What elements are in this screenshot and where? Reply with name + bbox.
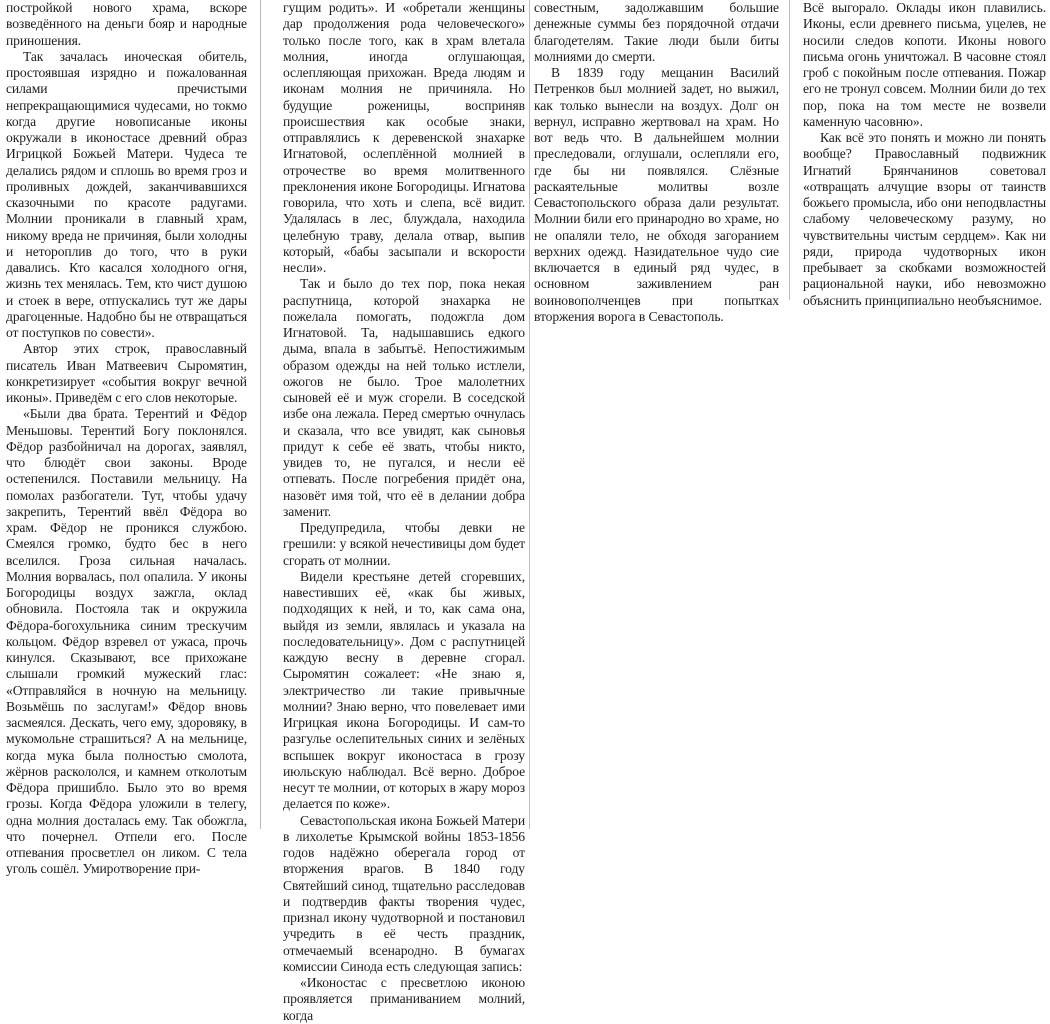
article-paragraph: «Были два брата. Терентий и Фёдор Меньшовы. Терентий Богу поклонялся. Фёдор разбойничал на дорогах, заявлял, что блюдёт свои законы. Вроде остепенился. Поставили мельницу. На помолах разбогатели. Тут, чтобы удачу закрепить, Терентий ввёл Фёдора во храм. Фёдор не проникся службою. Смеялся громко, будто бес в него вселился. Гроза сильная началась. Молния ворвалась, пол опалила. У иконы Богородицы воздух зажгла, оклад обновила. Постояла так и окружила Фёдора-богохульника синим трескучим кольцом. Фёдор взревел от ужаса, прочь кинулся. Сказывают, все прихожане слышали громкий мужеский глас: «Отправляйся в ночную на мельницу. Возьмёшь по заслугам!» Фёдор вновь засмеялся. Дескать, чего ему, здоровяку, в мукомольне страшиться? А на мельнице, когда мука была полностью смолота, жёрнов раскололся, и камнем отколотым Фёдора пришибло. Было это во время грозы. Когда Фёдора уложили в телегу, одна молния досталась ему. Так обожгла, что почернел. Отпели его. После отпевания просветлел он ликом. С тела уголь сошёл. Умиротворение при-: [6, 406, 247, 877]
article-paragraph: Автор этих строк, православный писатель Иван Матвеевич Сыромятин, конкретизирует «события вокруг вечной иконы». Приведём с его слов некоторые.: [6, 341, 247, 405]
column-rule: [260, 0, 261, 829]
column-rule: [529, 0, 530, 829]
article-paragraph: Всё выгорало. Оклады икон плавились. Иконы, если древнего письма, уцелев, не носили следов копоти. Иконы нового письма огонь уничтожал. В часовне стоял гроб с покойным после отпевания. Пожар его не тронул совсем. Молнии били до тех пор, пока на том месте не возвели каменную часовню».: [803, 0, 1046, 129]
article-paragraph: Как всё это понять и можно ли понять вообще? Православный подвижник Игнатий Брянчанинов советовал «отвращать алчущие взоры от таинств божьего промысла, ибо они неподвластны слабому человеческому разуму, но чувствительны чистым сердцем». Как ни ряди, природа чудотворных икон пребывает за скобками возможностей рациональной науки, ибо невозможно объяснить принципиально необъяснимое.: [803, 130, 1046, 308]
text-column-4: [803, 0, 1046, 308]
article-paragraph: В 1839 году мещанин Василий Петренков был молнией задет, но выжил, как только вынесли на воздух. Долг он вернул, исправно жертвовал на храм. Но вот ведь что. В дальнейшем молнии преследовали, оглушали, ослепляли его, где бы ни появлялся. Слёзные раскаятельные молитвы возле Севастопольского образа дали результат. Молнии били его принародно во храме, но не опаляли тело, не обходя загоранием верхних одежд. Назидательное чудо сие включается в единый ряд чудес, в основном заживлением ран воиновополченцев при попытках вторжения ворога в Севастополь.: [534, 65, 779, 324]
article-paragraph: Так зачалась иноческая обитель, простоявшая изрядно и пожалованная силами пречистыми непрекращающимися чудесами, но токмо когда другие новописаные иконы окружали в иконостасе древний образ Игрицкой Божьей Матери. Чудеса те делались рядом и сплошь во время гроз и проливных дождей, заканчивавшихся сказочными по красоте радугами. Молнии проникали в главный храм, никому вреда не причиняя, были холодны и нетороплив до того, что в руки давались. Кто касался холодного огня, жизнь тех менялась. Тем, кто чист душою и стоек в вере, отпускались тут же дары драгоценные. Надобно бы не отвращаться от поступков по совести».: [6, 48, 247, 340]
article-paragraph: Предупредила, чтобы девки не грешили: у всякой нечестивицы дом будет сгорать от молнии.: [283, 520, 525, 568]
article-paragraph: гущим родить». И «обретали женщины дар продолжения рода человеческого» только после того, как в храм влетала молния, иногда оглушающая, ослепляющая прихожан. Вреда людям и иконам молния не причиняла. Но будущие роженицы, восприняв происшествия как особые знаки, отправлялись к деревенской знахарке Игнатовой, ослеплённой молнией в отрочестве во время молитвенного преклонения иконе Богородицы. Игнатова говорила, что хоть и слепа, всё видит. Удалялась в лес, блуждала, находила целебную траву, делала отвар, выпив который, «бабы засыпали и вскорости несли».: [283, 0, 525, 275]
article-paragraph: Севастопольская икона Божьей Матери в лихолетье Крымской войны 1853-1856 годов надёжно оберегала город от вторжения врагов. В 1840 году Святейший синод, тщательно расследовав и подтвердив факты творения чудес, признал икону чудотворной и постановил учредить в её честь праздник, отмечаемый всенародно. В бумагах комиссии Синода есть следующая запись:: [283, 812, 525, 974]
article-paragraph: совестным, задолжавшим большие денежные суммы без порядочной отдачи благодетелям. Такие люди были биты молниями до смерти.: [534, 0, 779, 64]
column-rule: [789, 0, 790, 300]
text-column-2: [283, 0, 525, 1023]
article-paragraph: Видели крестьяне детей сгоревших, навестивших её, «как бы живых, подходящих к ней, и то, как сама она, выйдя из земли, являлась и указала на последовательницу». Дом с распутницей каждую весну в деревне сгорал. Сыромятин сожалеет: «Не знаю я, электричество ли такие привычные молнии? Знаю верно, что повелевает ими Игрицкая икона Богородицы. И сам-то разгулье ослепительных синих и зелёных вспышек вокруг иконостаса в грозу июльскую наблюдал. Всё верно. Доброе несут те молнии, от которых в жару мороз делается по коже».: [283, 568, 525, 812]
text-column-1: [6, 0, 247, 877]
article-paragraph: постройкой нового храма, вскоре возведённого на деньги бояр и народные приношения.: [6, 0, 247, 48]
article-paragraph: Так и было до тех пор, пока некая распутница, которой знахарка не пожелала помогать, подожгла дом Игнатовой. Та, надышавшись едкого дыма, впала в забытьё. Непостижимым образом одежды на ней только истлели, ожогов не было. Трое малолетних сыновей её и муж сгорели. В соседской избе она лежала. Перед смертью очнулась и сказала, что все увидят, как сыновья придут к себе её звать, чтобы никто, увидев то, не пугался, и несли её отпевать. После погребения придёт она, назовёт имя той, что её в делании добра заменит.: [283, 276, 525, 519]
text-column-3: [534, 0, 779, 324]
article-paragraph: «Иконостас с пресветлою иконою проявляется приманиванием молний, когда: [283, 975, 525, 1023]
